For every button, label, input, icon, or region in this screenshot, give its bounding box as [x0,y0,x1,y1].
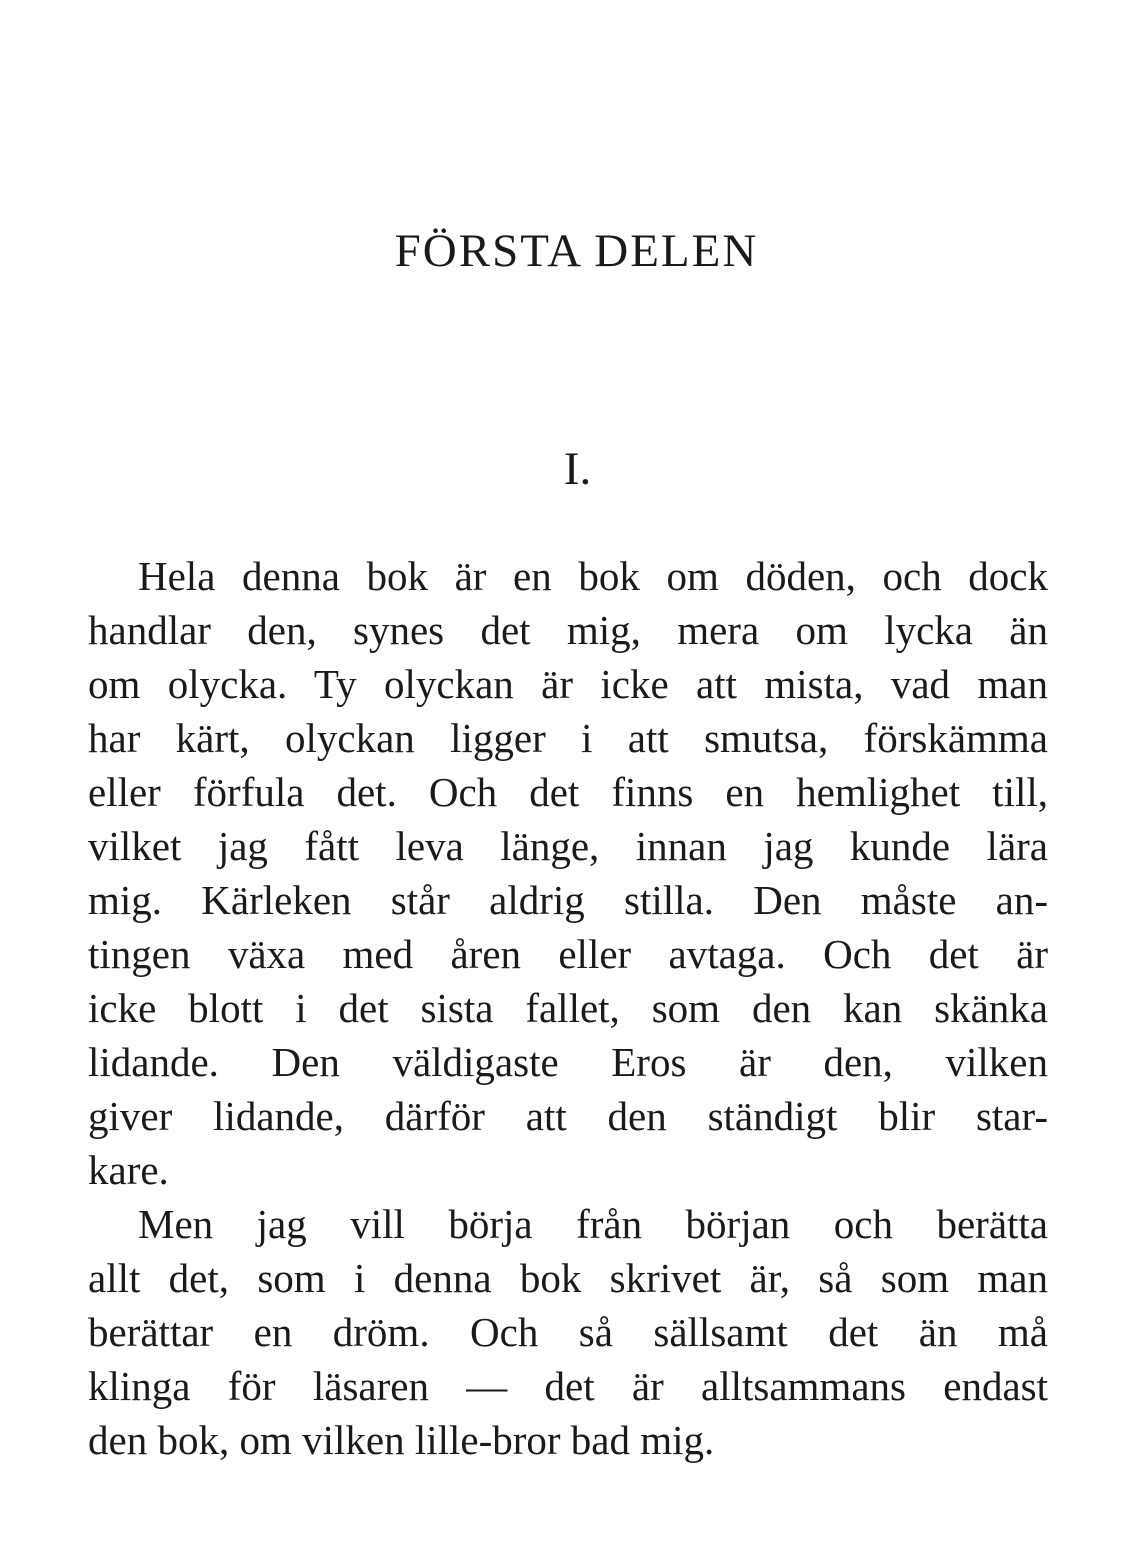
text-line: den bok, om vilken lille-bror bad mig. [88,1417,715,1463]
text-line: handlar den, synes det mig, mera om lycka än [88,607,1048,653]
text-line: icke blott i det sista fallet, som den kan skänka [88,985,1048,1031]
text-line: Hela denna bok är en bok om döden, och dock [138,553,1048,599]
text-line: berättar en dröm. Och så sällsamt det än må [88,1309,1048,1355]
text-line: Men jag vill börja från början och berätta [138,1201,1048,1247]
paragraph [88,549,1048,1197]
text-line: allt det, som i denna bok skrivet är, så som man [88,1255,1048,1301]
part-title: FÖRSTA DELEN [394,225,759,277]
text-line: klinga för läsaren — det är alltsammans endast [88,1363,1048,1409]
chapter-number: I. [563,443,592,495]
paragraph [88,1197,1048,1467]
text-line: mig. Kärleken står aldrig stilla. Den måste an- [88,877,1048,923]
text-line: eller förfula det. Och det finns en hemlighet till, [88,769,1048,815]
text-line: har kärt, olyckan ligger i att smutsa, förskämma [88,715,1048,761]
text-line: lidande. Den väldigaste Eros är den, vilken [88,1039,1048,1085]
text-line: giver lidande, därför att den ständigt blir star- [88,1093,1048,1139]
text-line: kare. [88,1147,169,1193]
text-line: vilket jag fått leva länge, innan jag kunde lära [88,823,1048,869]
text-line: om olycka. Ty olyckan är icke att mista, vad man [88,661,1048,707]
body-text [88,549,1048,1467]
text-line: tingen växa med åren eller avtaga. Och det är [88,931,1048,977]
